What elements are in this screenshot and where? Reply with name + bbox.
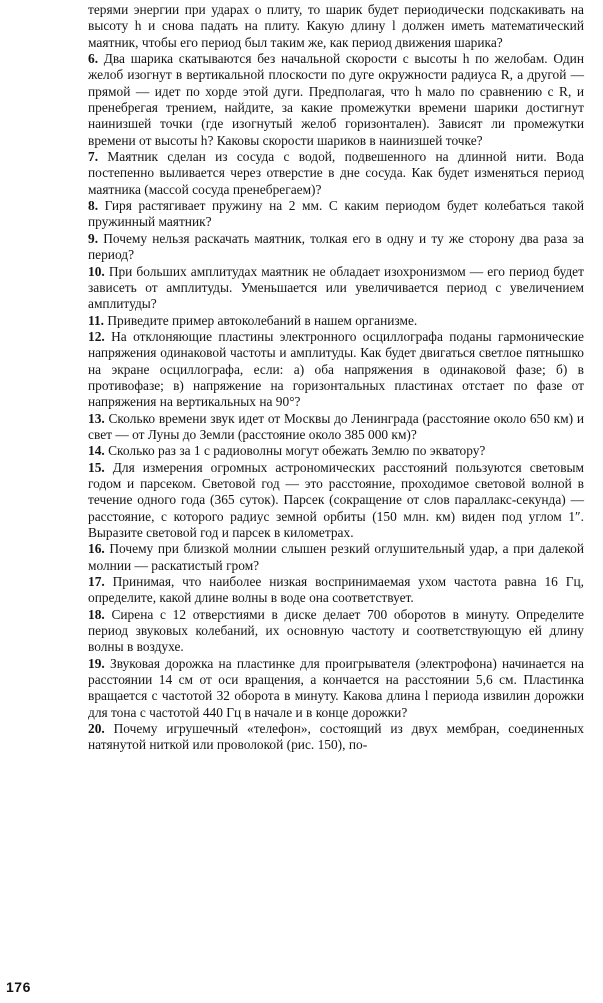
problem-number: 10. xyxy=(88,263,105,279)
problem-text: Почему игрушечный «телефон», состоящий из двух мембран, соединенных натянутой ниткой или проволокой (рис. 150), по- xyxy=(88,721,584,753)
problem-6 xyxy=(88,51,584,149)
problem-text: Гиря растягивает пружину на 2 мм. С каким периодом будет колебаться такой пружинный маятник? xyxy=(88,198,585,230)
page-number: 176 xyxy=(6,979,31,995)
problem-text: На отклоняющие пластины электронного осциллографа поданы гармонические напряжения одинаковой частоты и амплитуды. Как будет двигаться светлое пятнышко на экране осциллографа, если: а) оба напряжения в одинаковой фазе; б) в противофазе; в) напряжение на горизонтальных пластинах отстает по фазе от напряжения на вертикальных на 90°? xyxy=(88,328,584,410)
problem-number: 8. xyxy=(88,198,99,214)
problem-number: 20. xyxy=(88,721,105,737)
paragraph-text: терями энергии при ударах о плиту, то шарик будет периодически подскакивать на высоту h и снова падать на плиту. Какую длину l должен иметь математический маятник, чтобы его период был таким же, как период движения шарика? xyxy=(88,2,584,50)
problem-text: При больших амплитудах маятник не обладает изохронизмом — его период будет зависеть от амплитуды. Уменьшается или увеличивается период с увеличением амплитуды? xyxy=(88,263,584,312)
problem-number: 13. xyxy=(88,410,105,426)
problem-number: 19. xyxy=(88,655,105,671)
problem-20 xyxy=(88,721,584,754)
problem-text: Почему при близкой молнии слышен резкий оглушительный удар, а при далекой молнии — раскатистый гром? xyxy=(88,541,584,573)
problem-number: 6. xyxy=(88,51,99,67)
problem-11 xyxy=(88,313,584,329)
problem-text xyxy=(88,2,584,754)
problem-number: 15. xyxy=(88,459,105,475)
problem-12 xyxy=(88,329,584,411)
problem-19 xyxy=(88,656,584,721)
problem-text: Приведите пример автоколебаний в нашем организме. xyxy=(107,312,418,328)
problem-10 xyxy=(88,264,584,313)
problem-text: Почему нельзя раскачать маятник, толкая его в одну и ту же сторону два раза за период? xyxy=(88,230,584,263)
problem-16 xyxy=(88,541,584,574)
problem-number: 11. xyxy=(88,312,104,328)
problem-text: Маятник сделан из сосуда с водой, подвешенного на длинной нити. Вода постепенно выливается через отверстие в дне сосуда. Как будет изменяться период маятника (массой сосуда пренебрегаем)? xyxy=(88,149,584,197)
problem-text: Два шарика скатываются без начальной скорости с высоты h по желобам. Один желоб изогнут в вертикальной плоскости по дуге окружности радиуса R, а другой — прямой — идет по хорде этой дуги. Предполагая, что h мало по сравнению с R, и пренебрегая трением, найдите, за какие промежутки времени шарики достигнут наинизшей точки (где изогнутый желоб горизонтален). Зависят ли промежутки времени от высоты h? Каковы скорости шариков в наинизшей точке? xyxy=(88,51,584,148)
problem-number: 18. xyxy=(88,606,105,622)
problem-number: 7. xyxy=(88,149,99,165)
problem-8 xyxy=(88,198,584,231)
paragraph-continuation xyxy=(88,2,584,51)
problem-7 xyxy=(88,149,584,198)
problem-number: 16. xyxy=(88,541,105,557)
problem-9 xyxy=(88,231,584,264)
problem-text: Сколько раз за 1 с радиоволны могут обежать Землю по экватору? xyxy=(108,443,486,459)
problem-17 xyxy=(88,574,584,607)
problem-text: Для измерения огромных астрономических расстояний пользуются световым годом и парсеком. Световой год — это расстояние, проходимое световой волной в течение одного года (365 суток). Парсек (сокращение от слов параллакс-секунда) — расстояние, с которого радиус земной орбиты (150 млн. км) виден под углом 1″. Выразите световой год и парсек в километрах. xyxy=(88,459,584,540)
problem-number: 14. xyxy=(88,443,105,459)
problem-text: Сирена с 12 отверстиями в диске делает 700 оборотов в минуту. Определите период звуковых колебаний, их основную частоту и соответствующую ей длину волны в воздухе. xyxy=(88,606,584,655)
problem-number: 9. xyxy=(88,230,99,246)
problem-number: 12. xyxy=(88,328,105,344)
problem-15 xyxy=(88,460,584,542)
problem-number: 17. xyxy=(88,574,105,590)
problem-18 xyxy=(88,607,584,656)
problem-text: Принимая, что наиболее низкая воспринимаемая ухом частота равна 16 Гц, определите, какой длине волны в воде она соответствует. xyxy=(88,574,584,606)
problem-13 xyxy=(88,411,584,444)
problem-text: Сколько времени звук идет от Москвы до Ленинграда (расстояние около 650 км) и свет — от Луны до Земли (расстояние около 385 000 км)? xyxy=(88,410,584,442)
problem-14 xyxy=(88,443,584,459)
problem-text: Звуковая дорожка на пластинке для проигрывателя (электрофона) начинается на расстоянии 14 см от оси вращения, а кончается на расстоянии 5,6 см. Пластинка вращается с частотой 32 оборота в минуту. Какова длина l периода извилин дорожки для тона с частотой 440 Гц в начале и в конце дорожки? xyxy=(88,655,584,720)
